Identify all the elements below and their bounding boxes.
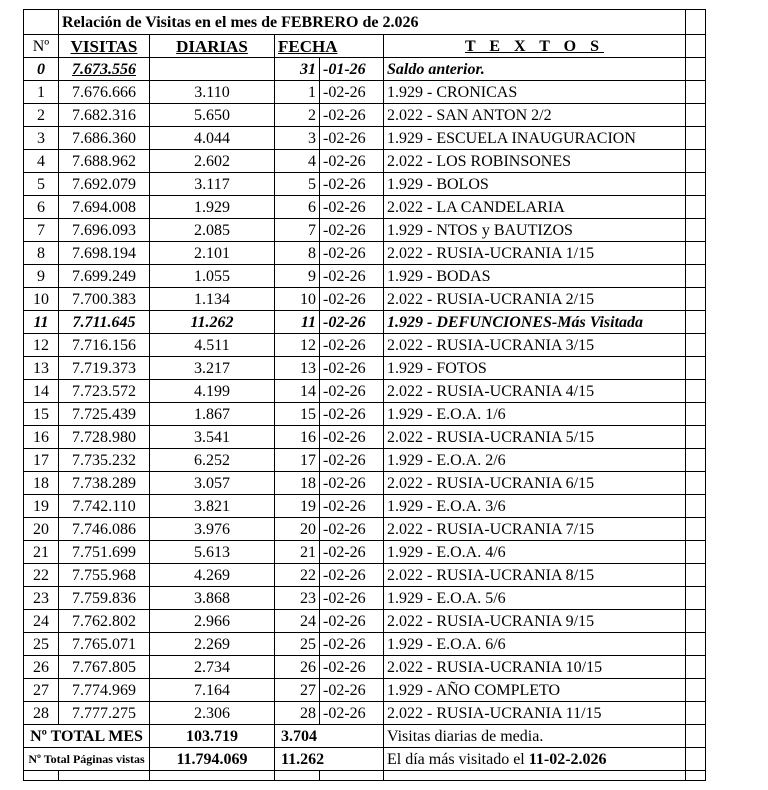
row-month: -02-26: [320, 587, 384, 610]
row-day: 14: [275, 380, 320, 403]
row-day: 18: [275, 472, 320, 495]
row-text: 2.022 - RUSIA-UCRANIA 7/15: [384, 518, 686, 541]
row-day: 28: [275, 702, 320, 725]
row-month: -02-26: [320, 564, 384, 587]
edge-cell: [686, 564, 706, 587]
row-text: 1.929 - FOTOS: [384, 357, 686, 380]
header-diarias: DIARIAS: [150, 35, 275, 58]
row-num: 11: [24, 311, 59, 334]
table-row: [24, 587, 706, 610]
row-visitas: 7.774.969: [59, 679, 150, 702]
row-diarias: 3.117: [150, 173, 275, 196]
edge-cell: [686, 380, 706, 403]
row-month: -02-26: [320, 219, 384, 242]
row-day: 15: [275, 403, 320, 426]
table-row: [24, 702, 706, 725]
row-text: 2.022 - RUSIA-UCRANIA 11/15: [384, 702, 686, 725]
row-month: -02-26: [320, 633, 384, 656]
sheet-title: Relación de Visitas en el mes de FEBRERO de 2.026: [59, 10, 686, 35]
row-day: 17: [275, 449, 320, 472]
row-num: 27: [24, 679, 59, 702]
row-num: 10: [24, 288, 59, 311]
row-num: 20: [24, 518, 59, 541]
blank-cell: [686, 771, 706, 781]
table-row: [24, 265, 706, 288]
table-row: [24, 564, 706, 587]
edge-cell: [686, 196, 706, 219]
row-diarias: 3.976: [150, 518, 275, 541]
header-num: Nº: [24, 35, 59, 58]
edge-cell: [686, 725, 706, 748]
row-day: 7: [275, 219, 320, 242]
row-diarias: 2.101: [150, 242, 275, 265]
max-text-date: 11-02-2.026: [528, 750, 607, 768]
row-month: -02-26: [320, 541, 384, 564]
row-text: 2.022 - RUSIA-UCRANIA 6/15: [384, 472, 686, 495]
edge-cell: [686, 150, 706, 173]
row-num: 18: [24, 472, 59, 495]
row-num: 25: [24, 633, 59, 656]
row-diarias: 5.613: [150, 541, 275, 564]
row-num: 5: [24, 173, 59, 196]
table-row: [24, 541, 706, 564]
edge-cell: [686, 288, 706, 311]
row-diarias: 3.217: [150, 357, 275, 380]
row-visitas: 7.755.968: [59, 564, 150, 587]
row-diarias: 7.164: [150, 679, 275, 702]
edge-cell: [686, 748, 706, 771]
row-text: 1.929 - E.O.A. 6/6: [384, 633, 686, 656]
row-day: 13: [275, 357, 320, 380]
max-value: 11.262: [275, 748, 384, 771]
row-diarias: 2.269: [150, 633, 275, 656]
row-month: -02-26: [320, 679, 384, 702]
table-row: [24, 242, 706, 265]
row-day: 11: [275, 311, 320, 334]
total-mes-row: [24, 725, 706, 748]
edge-cell: [686, 10, 706, 35]
edge-cell: [686, 702, 706, 725]
row-text: 2.022 - RUSIA-UCRANIA 4/15: [384, 380, 686, 403]
table-row: [24, 357, 706, 380]
row-diarias: 3.110: [150, 81, 275, 104]
edge-cell: [686, 104, 706, 127]
opening-month: -01-26: [320, 58, 384, 81]
row-num: 26: [24, 656, 59, 679]
header-textos: T E X T O S: [384, 35, 686, 58]
row-diarias: 2.085: [150, 219, 275, 242]
paginas-label: Nº Total Páginas vistas: [24, 748, 150, 771]
edge-cell: [686, 472, 706, 495]
edge-cell: [686, 495, 706, 518]
row-diarias: 2.306: [150, 702, 275, 725]
row-diarias: 2.734: [150, 656, 275, 679]
row-visitas: 7.742.110: [59, 495, 150, 518]
row-day: 1: [275, 81, 320, 104]
opening-day: 31: [275, 58, 320, 81]
row-visitas: 7.692.079: [59, 173, 150, 196]
row-text: 1.929 - E.O.A. 1/6: [384, 403, 686, 426]
row-visitas: 7.723.572: [59, 380, 150, 403]
row-num: 24: [24, 610, 59, 633]
row-num: 4: [24, 150, 59, 173]
row-day: 23: [275, 587, 320, 610]
row-visitas: 7.700.383: [59, 288, 150, 311]
row-day: 22: [275, 564, 320, 587]
row-visitas: 7.759.836: [59, 587, 150, 610]
edge-cell: [686, 679, 706, 702]
row-day: 10: [275, 288, 320, 311]
row-num: 13: [24, 357, 59, 380]
row-text: 1.929 - NTOS y BAUTIZOS: [384, 219, 686, 242]
table-row: [24, 656, 706, 679]
row-diarias: 5.650: [150, 104, 275, 127]
row-num: 22: [24, 564, 59, 587]
row-day: 24: [275, 610, 320, 633]
title-row: [24, 10, 706, 35]
header-visitas: VISITAS: [59, 35, 150, 58]
table-row: [24, 495, 706, 518]
row-text: 2.022 - SAN ANTON 2/2: [384, 104, 686, 127]
row-text: 2.022 - RUSIA-UCRANIA 8/15: [384, 564, 686, 587]
row-month: -02-26: [320, 104, 384, 127]
row-text: 2.022 - RUSIA-UCRANIA 3/15: [384, 334, 686, 357]
opening-row: [24, 58, 706, 81]
table-row: [24, 81, 706, 104]
total-mes-value: 103.719: [150, 725, 275, 748]
opening-diarias: [150, 58, 275, 81]
row-text: 1.929 - BOLOS: [384, 173, 686, 196]
edge-cell: [686, 242, 706, 265]
edge-cell: [686, 610, 706, 633]
row-month: -02-26: [320, 81, 384, 104]
row-visitas: 7.735.232: [59, 449, 150, 472]
table-row: [24, 679, 706, 702]
blank-cell: [320, 771, 384, 781]
edge-cell: [686, 449, 706, 472]
row-visitas: 7.767.805: [59, 656, 150, 679]
row-month: -02-26: [320, 150, 384, 173]
row-month: -02-26: [320, 265, 384, 288]
row-visitas: 7.762.802: [59, 610, 150, 633]
header-row: [24, 35, 706, 58]
row-num: 14: [24, 380, 59, 403]
row-diarias: 1.055: [150, 265, 275, 288]
row-day: 4: [275, 150, 320, 173]
row-visitas: 7.716.156: [59, 334, 150, 357]
row-month: -02-26: [320, 311, 384, 334]
visits-table: [23, 9, 706, 781]
row-month: -02-26: [320, 357, 384, 380]
row-day: 6: [275, 196, 320, 219]
row-num: 17: [24, 449, 59, 472]
row-text: 1.929 - E.O.A. 3/6: [384, 495, 686, 518]
row-month: -02-26: [320, 288, 384, 311]
row-num: 15: [24, 403, 59, 426]
opening-visitas: 7.673.556: [59, 58, 150, 81]
daily-rows: [24, 81, 706, 725]
edge-cell: [686, 633, 706, 656]
table-row: [24, 380, 706, 403]
row-diarias: 2.966: [150, 610, 275, 633]
table-row: [24, 173, 706, 196]
edge-cell: [686, 403, 706, 426]
paginas-value: 11.794.069: [150, 748, 275, 771]
row-visitas: 7.711.645: [59, 311, 150, 334]
total-mes-label: Nº TOTAL MES: [24, 725, 150, 748]
blank-cell: [24, 771, 59, 781]
max-text-prefix: El día más visitado el: [387, 750, 529, 768]
row-month: -02-26: [320, 242, 384, 265]
table-row: [24, 219, 706, 242]
row-day: 3: [275, 127, 320, 150]
row-day: 8: [275, 242, 320, 265]
table-row: [24, 472, 706, 495]
row-num: 23: [24, 587, 59, 610]
table-row: [24, 288, 706, 311]
row-month: -02-26: [320, 702, 384, 725]
row-diarias: 4.044: [150, 127, 275, 150]
row-diarias: 1.867: [150, 403, 275, 426]
blank-cell: [384, 771, 686, 781]
row-month: -02-26: [320, 426, 384, 449]
row-month: -02-26: [320, 449, 384, 472]
row-day: 20: [275, 518, 320, 541]
row-text: 2.022 - LOS ROBINSONES: [384, 150, 686, 173]
row-num: 21: [24, 541, 59, 564]
row-day: 16: [275, 426, 320, 449]
row-text: 1.929 - BODAS: [384, 265, 686, 288]
max-text: [384, 748, 686, 771]
edge-cell: [686, 127, 706, 150]
row-text: 2.022 - RUSIA-UCRANIA 1/15: [384, 242, 686, 265]
row-diarias: 4.199: [150, 380, 275, 403]
table-row: [24, 449, 706, 472]
row-text: 2.022 - RUSIA-UCRANIA 2/15: [384, 288, 686, 311]
row-text: 2.022 - RUSIA-UCRANIA 5/15: [384, 426, 686, 449]
title-corner-cell: [24, 10, 59, 35]
row-month: -02-26: [320, 196, 384, 219]
opening-text: Saldo anterior.: [384, 58, 686, 81]
row-visitas: 7.696.093: [59, 219, 150, 242]
row-visitas: 7.699.249: [59, 265, 150, 288]
table-row: [24, 633, 706, 656]
row-visitas: 7.686.360: [59, 127, 150, 150]
edge-cell: [686, 311, 706, 334]
row-day: 19: [275, 495, 320, 518]
row-text: 1.929 - E.O.A. 2/6: [384, 449, 686, 472]
row-text: 2.022 - RUSIA-UCRANIA 10/15: [384, 656, 686, 679]
row-visitas: 7.676.666: [59, 81, 150, 104]
row-day: 9: [275, 265, 320, 288]
edge-cell: [686, 35, 706, 58]
row-visitas: 7.751.699: [59, 541, 150, 564]
row-text: 1.929 - AÑO COMPLETO: [384, 679, 686, 702]
table-row: [24, 311, 706, 334]
edge-cell: [686, 173, 706, 196]
row-num: 28: [24, 702, 59, 725]
table-row: [24, 127, 706, 150]
table-row: [24, 610, 706, 633]
row-num: 16: [24, 426, 59, 449]
row-num: 19: [24, 495, 59, 518]
row-day: 25: [275, 633, 320, 656]
row-visitas: 7.765.071: [59, 633, 150, 656]
row-num: 8: [24, 242, 59, 265]
row-num: 2: [24, 104, 59, 127]
row-day: 5: [275, 173, 320, 196]
row-day: 2: [275, 104, 320, 127]
table-row: [24, 334, 706, 357]
blank-cell: [59, 771, 150, 781]
edge-cell: [686, 58, 706, 81]
row-num: 7: [24, 219, 59, 242]
row-visitas: 7.698.194: [59, 242, 150, 265]
row-diarias: 3.868: [150, 587, 275, 610]
row-num: 12: [24, 334, 59, 357]
edge-cell: [686, 219, 706, 242]
row-diarias: 11.262: [150, 311, 275, 334]
row-text: 2.022 - RUSIA-UCRANIA 9/15: [384, 610, 686, 633]
row-num: 3: [24, 127, 59, 150]
media-text: Visitas diarias de media.: [384, 725, 686, 748]
row-text: 1.929 - ESCUELA INAUGURACION: [384, 127, 686, 150]
edge-cell: [686, 81, 706, 104]
row-day: 12: [275, 334, 320, 357]
row-month: -02-26: [320, 610, 384, 633]
row-diarias: 3.057: [150, 472, 275, 495]
row-text: 1.929 - E.O.A. 5/6: [384, 587, 686, 610]
row-text: 2.022 - LA CANDELARIA: [384, 196, 686, 219]
table-row: [24, 150, 706, 173]
row-visitas: 7.728.980: [59, 426, 150, 449]
row-diarias: 2.602: [150, 150, 275, 173]
row-text: 1.929 - DEFUNCIONES-Más Visitada: [384, 311, 686, 334]
row-month: -02-26: [320, 472, 384, 495]
table-row: [24, 426, 706, 449]
row-month: -02-26: [320, 518, 384, 541]
row-month: -02-26: [320, 403, 384, 426]
row-diarias: 6.252: [150, 449, 275, 472]
row-month: -02-26: [320, 495, 384, 518]
table-row: [24, 403, 706, 426]
row-day: 27: [275, 679, 320, 702]
row-diarias: 4.511: [150, 334, 275, 357]
row-visitas: 7.738.289: [59, 472, 150, 495]
row-month: -02-26: [320, 127, 384, 150]
edge-cell: [686, 265, 706, 288]
row-day: 21: [275, 541, 320, 564]
row-diarias: 3.821: [150, 495, 275, 518]
row-month: -02-26: [320, 334, 384, 357]
edge-cell: [686, 656, 706, 679]
table-row: [24, 518, 706, 541]
blank-cell: [150, 771, 275, 781]
media-value: 3.704: [275, 725, 384, 748]
row-diarias: 1.134: [150, 288, 275, 311]
row-text: 1.929 - E.O.A. 4/6: [384, 541, 686, 564]
row-visitas: 7.746.086: [59, 518, 150, 541]
row-diarias: 4.269: [150, 564, 275, 587]
row-visitas: 7.725.439: [59, 403, 150, 426]
row-month: -02-26: [320, 656, 384, 679]
header-fecha: FECHA: [275, 35, 384, 58]
table-row: [24, 104, 706, 127]
paginas-row: [24, 748, 706, 771]
row-day: 26: [275, 656, 320, 679]
row-visitas: 7.777.275: [59, 702, 150, 725]
edge-cell: [686, 541, 706, 564]
row-diarias: 3.541: [150, 426, 275, 449]
blank-row: [24, 771, 706, 781]
edge-cell: [686, 518, 706, 541]
edge-cell: [686, 426, 706, 449]
row-visitas: 7.688.962: [59, 150, 150, 173]
row-diarias: 1.929: [150, 196, 275, 219]
row-num: 9: [24, 265, 59, 288]
opening-num: 0: [24, 58, 59, 81]
edge-cell: [686, 334, 706, 357]
row-month: -02-26: [320, 380, 384, 403]
edge-cell: [686, 357, 706, 380]
row-visitas: 7.682.316: [59, 104, 150, 127]
blank-cell: [275, 771, 320, 781]
table-row: [24, 196, 706, 219]
row-visitas: 7.719.373: [59, 357, 150, 380]
row-text: 1.929 - CRONICAS: [384, 81, 686, 104]
row-num: 1: [24, 81, 59, 104]
row-visitas: 7.694.008: [59, 196, 150, 219]
row-num: 6: [24, 196, 59, 219]
edge-cell: [686, 587, 706, 610]
row-month: -02-26: [320, 173, 384, 196]
